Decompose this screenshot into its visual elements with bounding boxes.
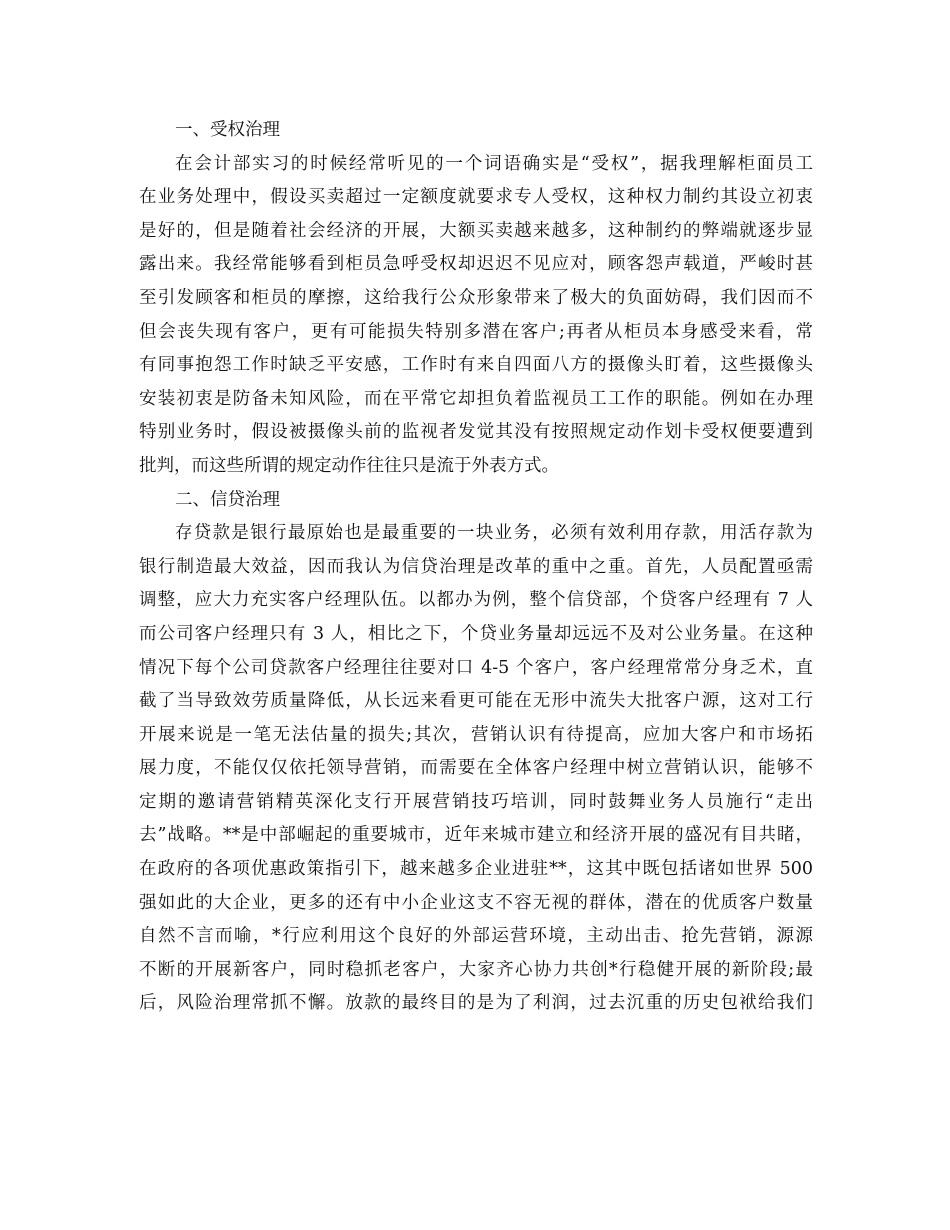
text-line: 露出来。我经常能够看到柜员急呼受权却迟迟不见应对，顾客怨声载道，严峻时甚	[139, 254, 813, 275]
text-line: 在业务处理中，假设买卖超过一定额度就要求专人受权，这种权力制约其设立初衷	[139, 187, 813, 208]
text-line: 展力度，不能仅仅依托领导营销，而需要在全体客户经理中树立营销认识，能够不	[139, 758, 813, 779]
text-line: 但会丧失现有客户，更有可能损失特别多潜在客户;再者从柜员本身感受来看，常	[139, 321, 813, 342]
text-line: 至引发顾客和柜员的摩擦，这给我行公众形象带来了极大的负面妨碍，我们因而不	[139, 287, 813, 308]
text-line: 调整，应大力充实客户经理队伍。以都办为例，整个信贷部，个贷客户经理有 7 人	[139, 590, 813, 611]
text-line: 特别业务时，假设被摄像头前的监视者发觉其没有按照规定动作划卡受权便要遭到	[139, 422, 813, 443]
text-line: 批判，而这些所谓的规定动作往往只是流于外表方式。	[139, 455, 559, 476]
section-heading-credit: 二、信贷治理	[175, 489, 280, 510]
text-line: 在会计部实习的时候经常听见的一个词语确实是“受权”，据我理解柜面员工	[175, 153, 813, 174]
text-line: 开展来说是一笔无法估量的损失;其次，营销认识有待提高，应加大客户和市场拓	[139, 724, 813, 745]
paragraph-authorization	[139, 148, 813, 484]
text-line: 有同事抱怨工作时缺乏平安感，工作时有来自四面八方的摄像头盯着，这些摄像头	[139, 355, 813, 376]
text-line: 是好的，但是随着社会经济的开展，大额买卖越来越多，这种制约的弊端就逐步显	[139, 220, 813, 241]
text-line: 截了当导致效劳质量降低，从长远来看更可能在无形中流失大批客户源，这对工行	[139, 691, 813, 712]
text-line: 不断的开展新客户，同时稳抓老客户，大家齐心协力共创*行稳健开展的新阶段;最	[139, 959, 813, 980]
text-line: 安装初衷是防备未知风险，而在平常它却担负着监视员工工作的职能。例如在办理	[139, 388, 813, 409]
text-line: 后，风险治理常抓不懈。放款的最终目的是为了利润，过去沉重的历史包袱给我们	[139, 993, 813, 1014]
text-line: 定期的邀请营销精英深化支行开展营销技巧培训，同时鼓舞业务人员施行“走出	[139, 791, 813, 812]
text-line: 自然不言而喻，*行应利用这个良好的外部运营环境，主动出击、抢先营销，源源	[139, 926, 813, 947]
text-line: 银行制造最大效益，因而我认为信贷治理是改革的重中之重。首先，人员配置亟需	[139, 556, 813, 577]
text-line: 情况下每个公司贷款客户经理往往要对口 4-5 个客户，客户经理常常分身乏术，直	[139, 657, 813, 678]
paragraph-credit	[139, 517, 813, 1021]
text-line: 存贷款是银行最原始也是最重要的一块业务，必须有效利用存款，用活存款为	[175, 523, 813, 544]
text-line: 而公司客户经理只有 3 人，相比之下，个贷业务量却远远不及对公业务量。在这种	[139, 623, 813, 644]
text-line: 强如此的大企业，更多的还有中小企业这支不容无视的群体，潜在的优质客户数量	[139, 892, 813, 913]
text-line: 去”战略。**是中部崛起的重要城市，近年来城市建立和经济开展的盛况有目共睹，	[139, 825, 813, 846]
text-line: 在政府的各项优惠政策指引下，越来越多企业进驻**，这其中既包括诸如世界 500	[139, 859, 813, 880]
document-body	[139, 114, 813, 1021]
section-heading-authorization: 一、受权治理	[175, 120, 280, 140]
